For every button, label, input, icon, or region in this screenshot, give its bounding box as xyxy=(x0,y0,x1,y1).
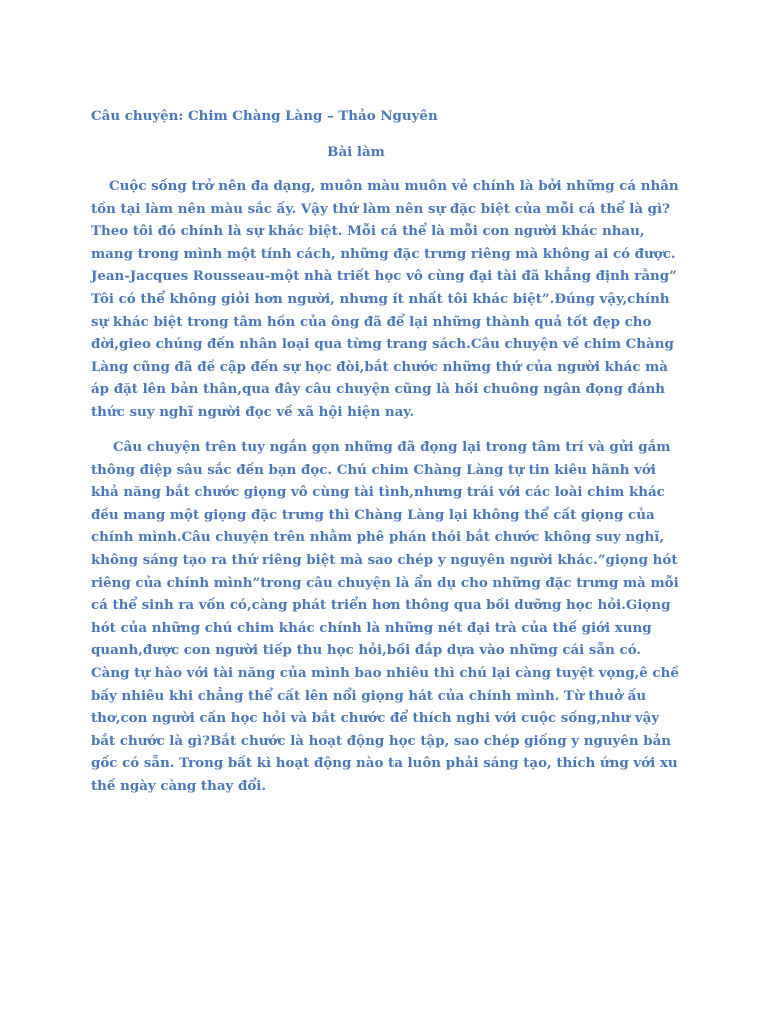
document-title: Câu chuyện: Chim Chàng Làng – Thảo Nguyên xyxy=(91,108,438,124)
paragraph-1: Cuộc sống trở nên đa dạng, muôn màu muôn vẻ chính là bởi những cá nhân tồn tại làm nên màu sắc ấy. Vậy thứ làm nên sự đặc biệt của mỗi cá thể là gì? Theo tôi đó chính là sự khác biệt. Mỗi cá thể là mỗi con người khác nhau, mang trong mình một tính cách, những đặc trưng riêng mà không ai có được. Jean-Jacques Rousseau-một nhà triết học vô cùng đại tài đã khẳng định rằng” Tôi có thể không giỏi hơn người, nhưng ít nhất tôi khác biệt”.Đúng vậy,chính sự khác biệt trong tâm hồn của ông đã để lại những thành quả tốt đẹp cho đời,gieo chúng đến nhân loại qua từng trang sách.Câu chuyện về chim Chàng Làng cũng đã đề cập đến sự học đòi,bắt chước những thứ của người khác mà áp đặt lên bản thân,qua đây câu chuyện cũng là hồi chuông ngân đọng đánh thức suy nghĩ người đọc về xã hội hiện nay. xyxy=(91,178,679,420)
paragraph-2: Câu chuyện trên tuy ngắn gọn những đã đọng lại trong tâm trí và gửi gắm thông điệp sâu sắc đến bạn đọc. Chú chim Chàng Làng tự tin kiêu hãnh với khả năng bắt chước giọng vô cùng tài tình,nhưng trái với các loài chim khác đều mang một giọng đặc trưng thì Chàng Làng lại không thể cất giọng của chính mình.Câu chuyện trên nhằm phê phán thói bắt chước không suy nghĩ, không sáng tạo ra thứ riêng biệt mà sao chép y nguyên người khác.”giọng hót riêng của chính mình”trong câu chuyện là ẩn dụ cho những đặc trưng mà mỗi cá thể sinh ra vốn có,càng phát triển hơn thông qua bồi dưỡng học hỏi.Giọng hót của những chú chim khác chính là những nét đại trà của thế giới xung quanh,được con người tiếp thu học hỏi,bồi đắp dựa vào những cái sẵn có. Càng tự hào với tài năng của mình bao nhiêu thì chú lại càng tuyệt vọng,ê chề bấy nhiêu khi chẳng thể cất lên nổi giọng hát của chính mình. Từ thuở ấu thơ,con người cần học hỏi và bắt chước để thích nghi với cuộc sống,như vậy bắt chước là gì?Bắt chước là hoạt động học tập, sao chép giống y nguyên bản gốc có sẵn. Trong bất kì hoạt động nào ta luôn phải sáng tạo, thích ứng với xu thế ngày càng thay đổi. xyxy=(91,439,679,794)
document-subtitle: Bài làm xyxy=(327,144,385,160)
